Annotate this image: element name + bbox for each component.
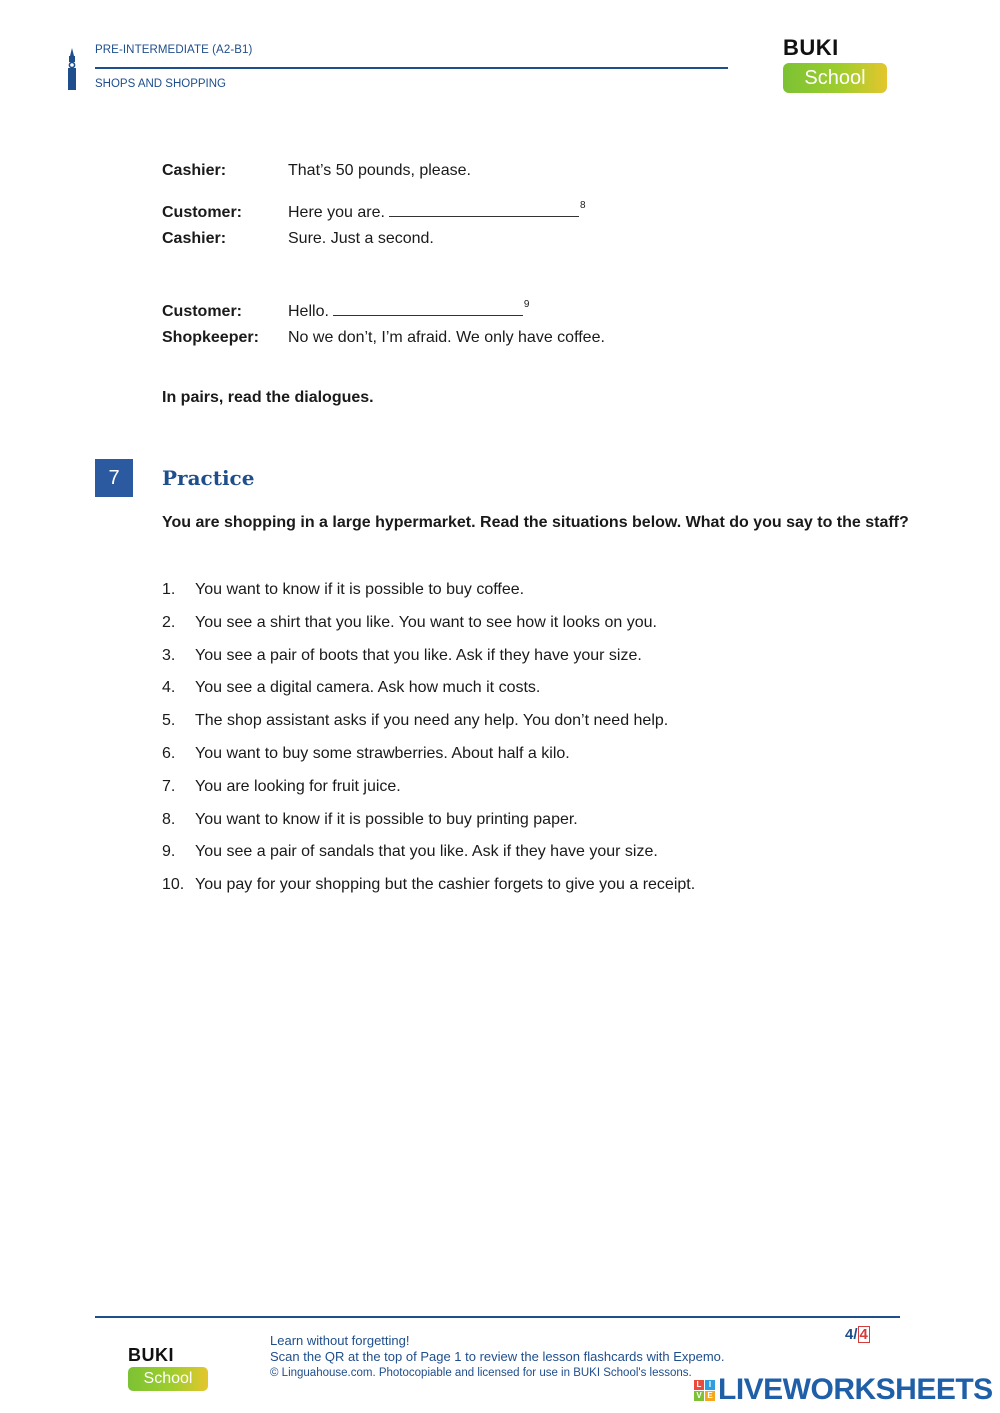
watermark-text: LIVEWORKSHEETS <box>718 1373 993 1406</box>
item-text: You want to buy some strawberries. About half a kilo. <box>195 744 570 762</box>
list-item <box>162 678 695 711</box>
item-number: 9. <box>162 843 176 861</box>
footer-logo <box>128 1344 208 1391</box>
list-item <box>162 810 695 843</box>
item-number: 7. <box>162 777 176 795</box>
blank-number: 9 <box>523 299 530 310</box>
logo-pill: School <box>128 1367 208 1391</box>
item-text: The shop assistant asks if you need any help. You don’t need help. <box>195 712 669 730</box>
line-text: That’s 50 pounds, please. <box>288 162 471 179</box>
item-number: 4. <box>162 679 176 697</box>
item-number: 5. <box>162 712 176 730</box>
list-item <box>162 744 695 777</box>
lw-letter: L <box>694 1380 704 1390</box>
lw-letter: I <box>705 1380 715 1390</box>
line-text: Sure. Just a second. <box>288 230 434 247</box>
dialogue-line-4 <box>162 295 529 322</box>
list-item <box>162 580 695 613</box>
list-item <box>162 646 695 679</box>
item-text: You want to know if it is possible to buy printing paper. <box>195 810 578 828</box>
footer-tagline: Learn without forgetting! <box>270 1333 410 1348</box>
lw-letter: V <box>694 1391 704 1401</box>
speaker: Shopkeeper: <box>162 329 259 346</box>
header-divider <box>95 67 728 69</box>
liveworksheets-watermark <box>694 1374 993 1406</box>
footer-copyright: © Linguahouse.com. Photocopiable and licensed for use in BUKI School's lessons. <box>270 1367 692 1379</box>
item-text: You are looking for fruit juice. <box>195 777 401 795</box>
footer-divider <box>95 1316 900 1318</box>
tower-icon <box>66 48 78 90</box>
item-number: 8. <box>162 810 176 828</box>
page-total: 4 <box>859 1326 868 1343</box>
section-title: Practice <box>162 466 255 490</box>
item-text: You see a digital camera. Ask how much it costs. <box>195 679 541 697</box>
answer-blank-8[interactable] <box>389 202 579 217</box>
topic-label: SHOPS AND SHOPPING <box>95 78 227 90</box>
dialogue-line-1 <box>162 161 471 181</box>
line-text: No we don’t, I’m afraid. We only have coffee. <box>288 329 605 346</box>
page-number <box>845 1326 870 1343</box>
section-number: 7 <box>95 459 133 497</box>
item-number: 2. <box>162 613 176 631</box>
item-text: You see a pair of sandals that you like. Ask if they have your size. <box>195 843 658 861</box>
line-text: Hello. <box>288 303 329 320</box>
page-current: 4 <box>845 1326 854 1343</box>
dialogue-line-5 <box>162 328 605 348</box>
item-number: 10. <box>162 876 185 894</box>
list-item <box>162 613 695 646</box>
speaker: Cashier: <box>162 230 227 247</box>
speaker: Cashier: <box>162 162 227 179</box>
dialogue-instruction: In pairs, read the dialogues. <box>162 389 374 406</box>
situation-list <box>162 580 695 908</box>
logo-word: BUKI <box>128 1345 174 1365</box>
speaker: Customer: <box>162 204 243 221</box>
dialogue-line-3 <box>162 229 434 249</box>
footer-qr-note: Scan the QR at the top of Page 1 to review the lesson flashcards with Expemo. <box>270 1349 725 1364</box>
list-item <box>162 842 695 875</box>
lw-letter: E <box>705 1391 715 1401</box>
list-item <box>162 777 695 810</box>
item-number: 3. <box>162 646 176 664</box>
list-item <box>162 711 695 744</box>
page-separator: / <box>853 1326 858 1343</box>
speaker: Customer: <box>162 303 243 320</box>
section-instruction: You are shopping in a large hypermarket. Read the situations below. What do you say to the staff? <box>162 514 909 531</box>
item-number: 1. <box>162 581 176 598</box>
answer-blank-9[interactable] <box>333 301 523 316</box>
level-label: PRE-INTERMEDIATE (A2-B1) <box>95 44 253 56</box>
logo-pill: School <box>783 63 887 93</box>
item-number: 6. <box>162 744 176 762</box>
buki-school-logo <box>783 34 887 93</box>
item-text: You pay for your shopping but the cashier forgets to give you a receipt. <box>195 876 696 894</box>
list-item <box>162 875 695 908</box>
item-text: You want to know if it is possible to buy coffee. <box>195 581 525 598</box>
item-text: You see a pair of boots that you like. Ask if they have your size. <box>195 646 642 664</box>
item-text: You see a shirt that you like. You want to see how it looks on you. <box>195 613 657 631</box>
dialogue-line-2 <box>162 196 586 223</box>
logo-word: BUKI <box>783 35 839 60</box>
line-text: Here you are. <box>288 204 385 221</box>
liveworksheets-icon <box>694 1380 715 1401</box>
blank-number: 8 <box>579 200 586 211</box>
